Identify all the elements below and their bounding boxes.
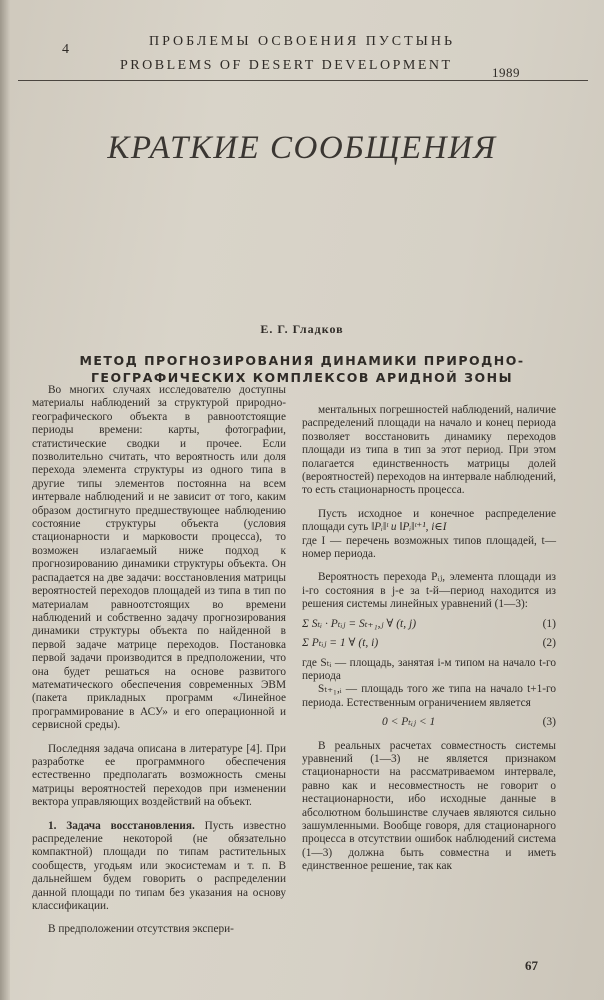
equation-number: (2) (542, 637, 556, 650)
equation-number: (3) (542, 716, 556, 729)
paragraph (302, 508, 556, 535)
paragraph: где Sₜᵢ — площадь, занятая i-м типом на начало t-го периода (302, 656, 556, 682)
subsection-heading: 1. Задача восстановления. (48, 819, 195, 832)
column-left (32, 384, 286, 937)
paragraph: В реальных расчетах совместность системы уравнений (1—3) не является признаком стационарности на рассматриваемом интервале, равно как и несовместность не говорит о нестационарности, ибо исходные данные в абсолютном большинстве случаев являются сильно зашумленными. Вообще говоря, для стационарного процесса в отсутствии ошибок наблюдений система (1—3) должна быть совместна и иметь единственное решение, так как (302, 739, 556, 873)
paragraph: ментальных погрешностей наблюдений, наличие распределений площади на начало и конец периода позволяет восстановить динамику переходов площади из типа в тип за этот период. При этом полагается единственность матрицы долей (вероятностей) переходов на интервале наблюдений, то есть стационарность процесса. (302, 404, 556, 497)
journal-title-en: PROBLEMS OF DESERT DEVELOPMENT (120, 58, 453, 73)
equation-text: 0 < Pₜᵢⱼ < 1 (382, 716, 436, 729)
paragraph: Вероятность перехода Pᵢⱼ, элемента площади из i-го состояния в j-е за t-й—период находится из решения системы линейных уравнений (1—3): (302, 571, 556, 611)
paragraph-text: Пусть известно распределение некоторой (не обязательно компактной) площади по типам растительных сообществ, угодьям или экосистемам и т. п. В дальнейшем будем говорить о распределении данной площади по типам без указания на основу классификации. (32, 819, 286, 913)
paragraph: Sₜ₊₁,ᵢ — площадь того же типа на начало t+1-го периода. Естественным ограничением является (302, 683, 556, 709)
equation-text: Σ Pₜᵢⱼ = 1 ∀ (t, i) (302, 637, 379, 650)
equation-3 (302, 716, 556, 729)
equation-1 (302, 618, 556, 631)
section-title: КРАТКИЕ СООБЩЕНИЯ (107, 130, 497, 166)
paragraph: Последняя задача описана в литературе [4]. При разработке ее программного обеспечения естественно предполагать возможность смены матрицы вероятностей переходов при изменении вектора управляющих воздействий на объект. (32, 742, 286, 809)
paragraph: где I — перечень возможных типов площадей, t—номер периода. (302, 534, 556, 561)
header-rule (18, 80, 588, 81)
column-right (302, 404, 556, 874)
author: Е. Г. Гладков (260, 322, 344, 336)
formula-inline: ‖Pᵢ‖ᵗ и ‖Pᵢ‖ᵗ⁺¹, i∈I (371, 521, 447, 534)
article-title: МЕТОД ПРОГНОЗИРОВАНИЯ ДИНАМИКИ ПРИРОДНО-ГЕОГРАФИЧЕСКИХ КОМПЛЕКСОВ АРИДНОЙ ЗОНЫ (79, 353, 525, 385)
header-page-number: 4 (62, 42, 69, 57)
paragraph-text: Пусть исходное и конечное распределение площади суть (302, 507, 556, 534)
paragraph: Во многих случаях исследователю доступны материалы наблюдений за структурой природно-географического объекта в равноотстоящие периоды времени: карты, фотографии, статистические сводки и прочее. Если позволительно считать, что вероятность или доля перехода элемента структуры из одного типа в другие типы элементов постоянна на всем интервале наблюдений и не зависит от того, каким образом достигнуто предшествующее наблюдению состояние структуры объекта (условия стационарности и марковости процесса), то возможен излагаемый ниже подход к прогнозированию динамики структуры объекта. Он распадается на две задачи: восстановления матрицы вероятностей переходов площадей из типа в тип по материалам равноотстоящих во времени наблюдений и собственно задачу прогнозирования динамики структуры объекта по найденной в первой задаче матрице переходов. Постановка первой задачи производится в предположении, что она будет решаться на основе развитого математического обеспечения современных ЭВМ (пакета прикладных программ «Линейное программирование в АСУ» и его операционной и сервисной среды). (32, 384, 286, 732)
equation-number: (1) (542, 617, 556, 630)
footer-page-number: 67 (525, 958, 538, 973)
journal-title-ru: ПРОБЛЕМЫ ОСВОЕНИЯ ПУСТЫНЬ (148, 34, 456, 49)
equation-2 (302, 637, 556, 650)
header-year: 1989 (492, 65, 520, 80)
paragraph: В предположении отсутствия экспери- (48, 923, 234, 936)
paragraph (32, 820, 286, 914)
equation-text: Σ Sₜᵢ · Pₜᵢⱼ = Sₜ₊₁,ⱼ ∀ (t, j) (302, 617, 417, 630)
